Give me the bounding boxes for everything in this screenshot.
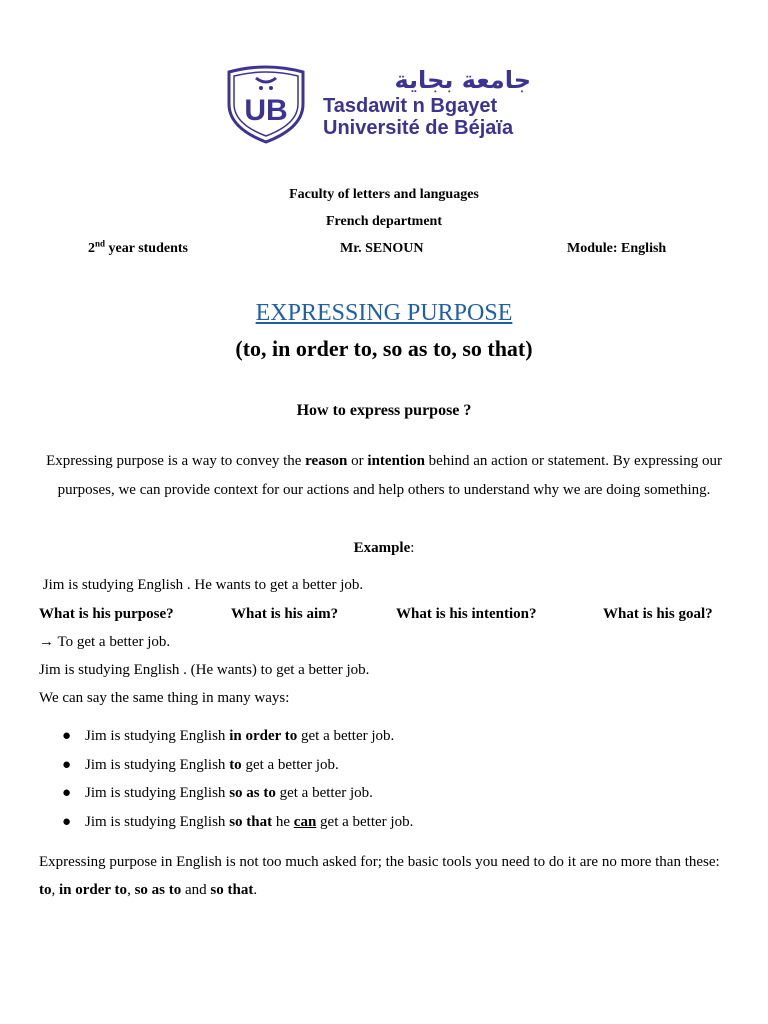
list-item-keyword: in order to [229, 728, 298, 744]
conclusion-text: Expressing purpose in English is not too much asked for; the basic tools you need to do it are no more than these: [39, 854, 720, 870]
same-thing-line: We can say the same thing in many ways: [39, 690, 290, 706]
example-label-text: Example [353, 540, 411, 556]
conclusion-keyword: so that [210, 882, 254, 898]
conclusion-keyword: to [39, 882, 52, 898]
example-sentence: Jim is studying English . He wants to get a better job. [39, 577, 364, 593]
list-item-text: Jim is studying English [85, 785, 230, 801]
lesson-subtitle: (to, in order to, so as to, so that) [235, 336, 533, 361]
students-level-text: year students [105, 241, 188, 256]
bullet-icon: ● [62, 728, 72, 744]
restated-sentence: Jim is studying English . (He wants) to get a better job. [39, 662, 370, 678]
intro-paragraph [38, 447, 730, 505]
module-name: Module: English [567, 241, 667, 256]
list-item-keyword: to [229, 756, 242, 773]
university-name-kabyle: Tasdawit n Bgayet [323, 95, 498, 117]
list-item-text: get a better job. [316, 813, 414, 830]
students-level [88, 240, 188, 258]
university-name-french: Université de Béjaïa [323, 117, 514, 139]
list-item-text: he [272, 813, 294, 830]
question-purpose: What is his purpose? [39, 606, 174, 622]
conclusion-text: , [127, 882, 135, 898]
list-item-keyword: so as to [229, 785, 276, 801]
bullet-icon: ● [62, 785, 72, 801]
example-label [0, 538, 768, 558]
university-name-arabic: جامعة بجاية [394, 66, 531, 94]
example-label-colon: : [410, 540, 415, 556]
students-level-suffix: nd [95, 238, 106, 249]
conclusion-text: , [51, 882, 59, 898]
list-item [62, 812, 413, 841]
answer-line: → To get a better job. [39, 634, 171, 650]
conclusion-paragraph [39, 848, 731, 904]
intro-bold-reason: reason [305, 453, 348, 469]
students-level-number: 2 [88, 241, 95, 256]
list-item [62, 755, 413, 784]
conclusion-keyword: so as to [134, 882, 182, 898]
faculty-name: Faculty of letters and languages [289, 187, 479, 202]
list-item-text: Jim is studying English [85, 728, 230, 744]
university-logo [223, 64, 533, 144]
list-item-text: Jim is studying English [85, 756, 230, 773]
list-item-text: get a better job. [241, 756, 339, 773]
bullet-icon: ● [62, 756, 72, 773]
section-heading: How to express purpose ? [296, 402, 472, 419]
question-aim: What is his aim? [231, 606, 339, 622]
intro-bold-intention: intention [367, 453, 425, 469]
lesson-title: EXPRESSING PURPOSE [255, 300, 513, 326]
conclusion-text: and [181, 882, 211, 898]
svg-text:UB: UB [244, 94, 288, 127]
university-shield-icon [223, 64, 309, 144]
list-item-text: Jim is studying English [85, 813, 230, 830]
conclusion-text: . [253, 882, 258, 898]
question-intention: What is his intention? [396, 606, 537, 622]
teacher-name: Mr. SENOUN [340, 241, 424, 256]
list-item-underlined: can [293, 813, 317, 830]
list-item [62, 783, 413, 812]
examples-list [62, 726, 413, 840]
intro-text: or [347, 453, 368, 469]
question-goal: What is his goal? [603, 606, 713, 622]
list-item-text: get a better job. [275, 785, 373, 801]
list-item-keyword: so that [229, 813, 273, 830]
bullet-icon: ● [62, 813, 72, 830]
intro-text: Expressing purpose is a way to convey the [46, 453, 306, 469]
intro-text: behind an action or statement. By expressing our purposes, we can provide context for our actions and help others to understand why we are doing something. [57, 453, 722, 498]
list-item-text: get a better job. [297, 728, 395, 744]
department-name: French department [326, 214, 442, 229]
list-item [62, 726, 413, 755]
conclusion-keyword: in order to [59, 882, 128, 898]
